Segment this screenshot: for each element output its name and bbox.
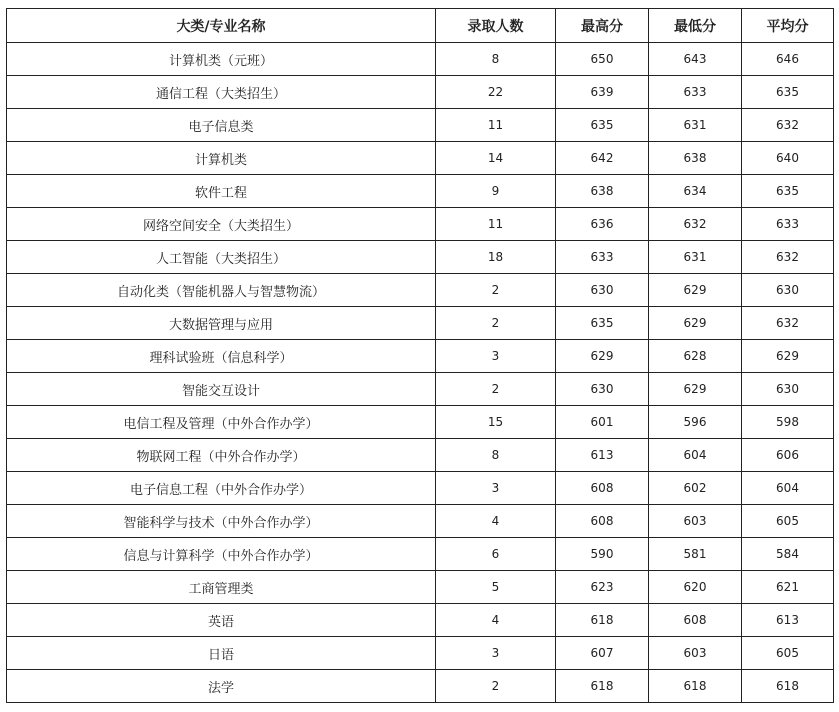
table-row bbox=[7, 307, 834, 340]
table-row bbox=[7, 109, 834, 142]
avg-score-cell: 584 bbox=[742, 538, 834, 571]
min-score-cell: 620 bbox=[649, 571, 742, 604]
min-score-cell: 629 bbox=[649, 274, 742, 307]
table-row bbox=[7, 208, 834, 241]
admitted-count-cell: 14 bbox=[436, 142, 556, 175]
major-name-cell: 智能科学与技术（中外合作办学） bbox=[7, 505, 436, 538]
avg-score-cell: 604 bbox=[742, 472, 834, 505]
admitted-count-cell: 4 bbox=[436, 505, 556, 538]
major-name-cell: 英语 bbox=[7, 604, 436, 637]
header-min-score: 最低分 bbox=[649, 9, 742, 43]
min-score-cell: 638 bbox=[649, 142, 742, 175]
major-name-cell: 计算机类 bbox=[7, 142, 436, 175]
major-name-cell: 通信工程（大类招生） bbox=[7, 76, 436, 109]
avg-score-cell: 606 bbox=[742, 439, 834, 472]
max-score-cell: 613 bbox=[556, 439, 649, 472]
avg-score-cell: 605 bbox=[742, 637, 834, 670]
min-score-cell: 631 bbox=[649, 109, 742, 142]
min-score-cell: 603 bbox=[649, 637, 742, 670]
table-row bbox=[7, 76, 834, 109]
min-score-cell: 634 bbox=[649, 175, 742, 208]
max-score-cell: 635 bbox=[556, 307, 649, 340]
admitted-count-cell: 2 bbox=[436, 373, 556, 406]
max-score-cell: 629 bbox=[556, 340, 649, 373]
table-row bbox=[7, 175, 834, 208]
table-row bbox=[7, 604, 834, 637]
avg-score-cell: 635 bbox=[742, 175, 834, 208]
avg-score-cell: 632 bbox=[742, 109, 834, 142]
major-name-cell: 网络空间安全（大类招生） bbox=[7, 208, 436, 241]
min-score-cell: 633 bbox=[649, 76, 742, 109]
avg-score-cell: 632 bbox=[742, 307, 834, 340]
min-score-cell: 602 bbox=[649, 472, 742, 505]
min-score-cell: 629 bbox=[649, 373, 742, 406]
table-row bbox=[7, 505, 834, 538]
admission-scores-table bbox=[6, 8, 834, 703]
admitted-count-cell: 4 bbox=[436, 604, 556, 637]
max-score-cell: 590 bbox=[556, 538, 649, 571]
table-row bbox=[7, 439, 834, 472]
avg-score-cell: 640 bbox=[742, 142, 834, 175]
min-score-cell: 603 bbox=[649, 505, 742, 538]
max-score-cell: 618 bbox=[556, 670, 649, 703]
min-score-cell: 596 bbox=[649, 406, 742, 439]
major-name-cell: 信息与计算科学（中外合作办学） bbox=[7, 538, 436, 571]
max-score-cell: 650 bbox=[556, 43, 649, 76]
min-score-cell: 629 bbox=[649, 307, 742, 340]
major-name-cell: 理科试验班（信息科学） bbox=[7, 340, 436, 373]
avg-score-cell: 598 bbox=[742, 406, 834, 439]
avg-score-cell: 605 bbox=[742, 505, 834, 538]
max-score-cell: 608 bbox=[556, 505, 649, 538]
max-score-cell: 633 bbox=[556, 241, 649, 274]
admitted-count-cell: 8 bbox=[436, 43, 556, 76]
avg-score-cell: 633 bbox=[742, 208, 834, 241]
avg-score-cell: 632 bbox=[742, 241, 834, 274]
max-score-cell: 636 bbox=[556, 208, 649, 241]
table-row bbox=[7, 373, 834, 406]
min-score-cell: 628 bbox=[649, 340, 742, 373]
max-score-cell: 607 bbox=[556, 637, 649, 670]
header-avg-score: 平均分 bbox=[742, 9, 834, 43]
major-name-cell: 电子信息类 bbox=[7, 109, 436, 142]
min-score-cell: 631 bbox=[649, 241, 742, 274]
major-name-cell: 计算机类（元班） bbox=[7, 43, 436, 76]
max-score-cell: 608 bbox=[556, 472, 649, 505]
table-row bbox=[7, 43, 834, 76]
table-row bbox=[7, 637, 834, 670]
major-name-cell: 人工智能（大类招生） bbox=[7, 241, 436, 274]
table-row bbox=[7, 571, 834, 604]
table-body bbox=[7, 43, 834, 703]
min-score-cell: 618 bbox=[649, 670, 742, 703]
table-header bbox=[7, 9, 834, 43]
avg-score-cell: 621 bbox=[742, 571, 834, 604]
avg-score-cell: 630 bbox=[742, 373, 834, 406]
header-max-score: 最高分 bbox=[556, 9, 649, 43]
table-row bbox=[7, 274, 834, 307]
avg-score-cell: 613 bbox=[742, 604, 834, 637]
major-name-cell: 大数据管理与应用 bbox=[7, 307, 436, 340]
admitted-count-cell: 3 bbox=[436, 472, 556, 505]
min-score-cell: 632 bbox=[649, 208, 742, 241]
admitted-count-cell: 2 bbox=[436, 307, 556, 340]
header-row bbox=[7, 9, 834, 43]
major-name-cell: 工商管理类 bbox=[7, 571, 436, 604]
max-score-cell: 638 bbox=[556, 175, 649, 208]
avg-score-cell: 630 bbox=[742, 274, 834, 307]
header-admitted-count: 录取人数 bbox=[436, 9, 556, 43]
avg-score-cell: 629 bbox=[742, 340, 834, 373]
avg-score-cell: 646 bbox=[742, 43, 834, 76]
admitted-count-cell: 9 bbox=[436, 175, 556, 208]
admitted-count-cell: 11 bbox=[436, 109, 556, 142]
max-score-cell: 601 bbox=[556, 406, 649, 439]
max-score-cell: 639 bbox=[556, 76, 649, 109]
major-name-cell: 自动化类（智能机器人与智慧物流） bbox=[7, 274, 436, 307]
major-name-cell: 电信工程及管理（中外合作办学） bbox=[7, 406, 436, 439]
table-row bbox=[7, 142, 834, 175]
admitted-count-cell: 6 bbox=[436, 538, 556, 571]
admitted-count-cell: 18 bbox=[436, 241, 556, 274]
table-row bbox=[7, 340, 834, 373]
admitted-count-cell: 5 bbox=[436, 571, 556, 604]
table-row bbox=[7, 406, 834, 439]
header-major-name: 大类/专业名称 bbox=[7, 9, 436, 43]
major-name-cell: 软件工程 bbox=[7, 175, 436, 208]
admitted-count-cell: 22 bbox=[436, 76, 556, 109]
admitted-count-cell: 3 bbox=[436, 637, 556, 670]
max-score-cell: 642 bbox=[556, 142, 649, 175]
avg-score-cell: 618 bbox=[742, 670, 834, 703]
table-row bbox=[7, 538, 834, 571]
max-score-cell: 630 bbox=[556, 274, 649, 307]
max-score-cell: 630 bbox=[556, 373, 649, 406]
admitted-count-cell: 8 bbox=[436, 439, 556, 472]
min-score-cell: 581 bbox=[649, 538, 742, 571]
admitted-count-cell: 2 bbox=[436, 274, 556, 307]
table-row bbox=[7, 241, 834, 274]
admitted-count-cell: 2 bbox=[436, 670, 556, 703]
admitted-count-cell: 11 bbox=[436, 208, 556, 241]
table-row bbox=[7, 472, 834, 505]
max-score-cell: 635 bbox=[556, 109, 649, 142]
min-score-cell: 643 bbox=[649, 43, 742, 76]
major-name-cell: 物联网工程（中外合作办学） bbox=[7, 439, 436, 472]
major-name-cell: 法学 bbox=[7, 670, 436, 703]
admitted-count-cell: 3 bbox=[436, 340, 556, 373]
avg-score-cell: 635 bbox=[742, 76, 834, 109]
table-row bbox=[7, 670, 834, 703]
admitted-count-cell: 15 bbox=[436, 406, 556, 439]
max-score-cell: 623 bbox=[556, 571, 649, 604]
max-score-cell: 618 bbox=[556, 604, 649, 637]
major-name-cell: 日语 bbox=[7, 637, 436, 670]
major-name-cell: 智能交互设计 bbox=[7, 373, 436, 406]
min-score-cell: 604 bbox=[649, 439, 742, 472]
major-name-cell: 电子信息工程（中外合作办学） bbox=[7, 472, 436, 505]
min-score-cell: 608 bbox=[649, 604, 742, 637]
